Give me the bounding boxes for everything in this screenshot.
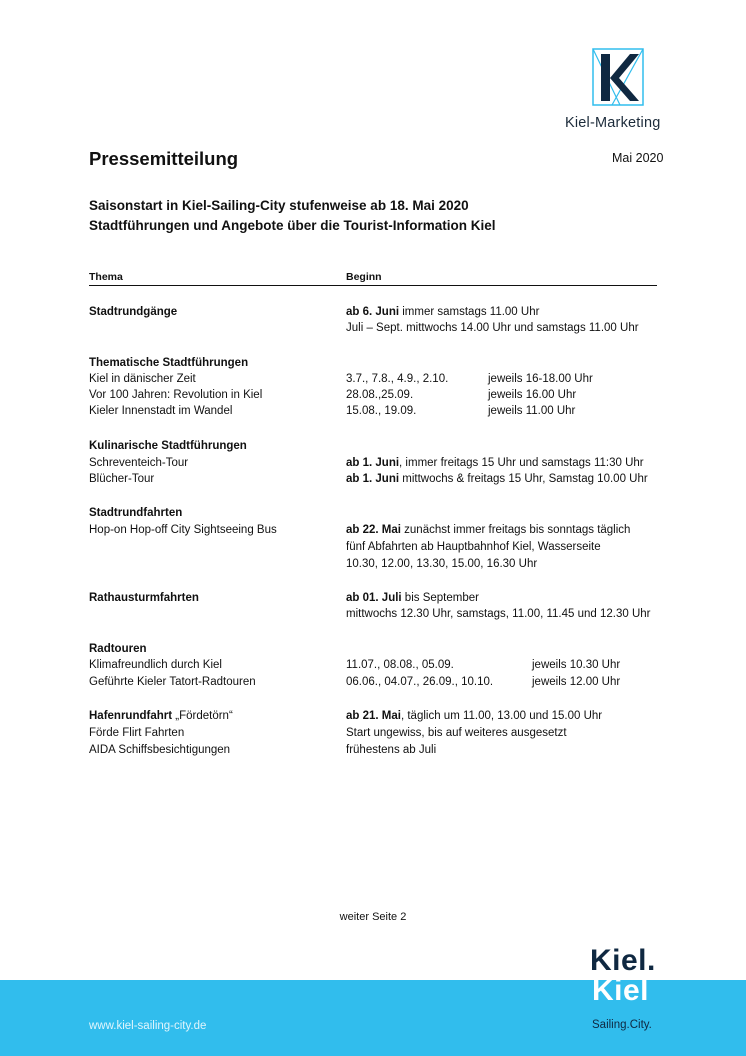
website-url: www.kiel-sailing-city.de bbox=[89, 1020, 207, 1032]
list-item: Schreventeich-Tour bbox=[89, 457, 189, 469]
rathaus-line-2: mittwochs 12.30 Uhr, samstags, 11.00, 11.45 und 12.30 Uhr bbox=[346, 608, 651, 620]
hafen-line-1: ab 21. Mai, täglich um 11.00, 13.00 und 15.00 Uhr bbox=[346, 710, 603, 722]
list-item: Kiel in dänischer Zeit bbox=[89, 373, 196, 385]
stadtrundfahrten-line-1: ab 22. Mai zunächst immer freitags bis sonntags täglich bbox=[346, 524, 631, 536]
next-page-note: weiter Seite 2 bbox=[339, 911, 407, 923]
section-title-radtouren: Radtouren bbox=[89, 643, 147, 655]
list-item-time: jeweils 12.00 Uhr bbox=[532, 676, 621, 688]
section-title-stadtrundfahrten: Stadtrundfahrten bbox=[89, 507, 183, 519]
brand-name: Kiel-Marketing bbox=[565, 115, 661, 131]
list-item-time: jeweils 11.00 Uhr bbox=[488, 405, 576, 417]
list-item-dates: 28.08.,25.09. bbox=[346, 389, 414, 401]
list-item-value: frühestens ab Juli bbox=[346, 744, 437, 756]
section-title-thematische: Thematische Stadtführungen bbox=[89, 357, 249, 369]
list-item: AIDA Schiffsbesichtigungen bbox=[89, 744, 231, 756]
list-item: Hop-on Hop-off City Sightseeing Bus bbox=[89, 524, 277, 536]
section-title-hafen: Hafenrundfahrt „Fördetörn“ bbox=[89, 710, 233, 722]
list-item-dates: 15.08., 19.09. bbox=[346, 405, 417, 417]
kiel-marketing-logo-icon bbox=[592, 48, 644, 106]
list-item-dates: 06.06., 04.07., 26.09., 10.10. bbox=[346, 676, 494, 688]
list-item-value: ab 1. Juni mittwochs & freitags 15 Uhr, Samstag 10.00 Uhr bbox=[346, 473, 648, 485]
list-item-dates: 3.7., 7.8., 4.9., 2.10. bbox=[346, 373, 449, 385]
column-header-thema: Thema bbox=[89, 271, 123, 283]
header-divider bbox=[89, 285, 657, 286]
subtitle-line-1: Saisonstart in Kiel-Sailing-City stufenweise ab 18. Mai 2020 bbox=[89, 198, 469, 213]
list-item: Klimafreundlich durch Kiel bbox=[89, 659, 222, 671]
rathaus-line-1: ab 01. Juli bis September bbox=[346, 592, 479, 604]
column-header-beginn: Beginn bbox=[346, 271, 382, 283]
list-item-time: jeweils 16-18.00 Uhr bbox=[488, 373, 593, 385]
subtitle bbox=[89, 196, 495, 236]
page-title: Pressemitteilung bbox=[89, 148, 239, 169]
list-item: Vor 100 Jahren: Revolution in Kiel bbox=[89, 389, 263, 401]
list-item-time: jeweils 16.00 Uhr bbox=[488, 389, 577, 401]
list-item-value: Start ungewiss, bis auf weiteres ausgesetzt bbox=[346, 727, 567, 739]
stadtrundfahrten-line-3: 10.30, 12.00, 13.30, 15.00, 16.30 Uhr bbox=[346, 558, 538, 570]
section-title-stadtrundgaenge: Stadtrundgänge bbox=[89, 306, 178, 318]
list-item: Geführte Kieler Tatort-Radtouren bbox=[89, 676, 256, 688]
list-item-time: jeweils 10.30 Uhr bbox=[532, 659, 621, 671]
list-item-value: ab 1. Juni, immer freitags 15 Uhr und samstags 11:30 Uhr bbox=[346, 457, 644, 469]
list-item: Blücher-Tour bbox=[89, 473, 155, 485]
list-item-dates: 11.07., 08.08., 05.09. bbox=[346, 659, 454, 671]
stadtrundgaenge-line-2: Juli – Sept. mittwochs 14.00 Uhr und samstags 11.00 Uhr bbox=[346, 322, 639, 334]
stadtrundgaenge-line-1: ab 6. Juni immer samstags 11.00 Uhr bbox=[346, 306, 540, 318]
list-item: Förde Flirt Fahrten bbox=[89, 727, 185, 739]
kiel-logo-line-2: Kiel bbox=[592, 974, 650, 1007]
document-date: Mai 2020 bbox=[612, 151, 664, 165]
section-title-kulinarische: Kulinarische Stadtführungen bbox=[89, 440, 247, 452]
kiel-logo-line-1: Kiel. bbox=[590, 944, 656, 977]
section-title-rathaus: Rathausturmfahrten bbox=[89, 592, 199, 604]
subtitle-line-2: Stadtführungen und Angebote über die Tourist-Information Kiel bbox=[89, 218, 496, 233]
list-item: Kieler Innenstadt im Wandel bbox=[89, 405, 233, 417]
sailing-city-tagline: Sailing.City. bbox=[592, 1019, 652, 1031]
stadtrundfahrten-line-2: fünf Abfahrten ab Hauptbahnhof Kiel, Wasserseite bbox=[346, 541, 601, 553]
